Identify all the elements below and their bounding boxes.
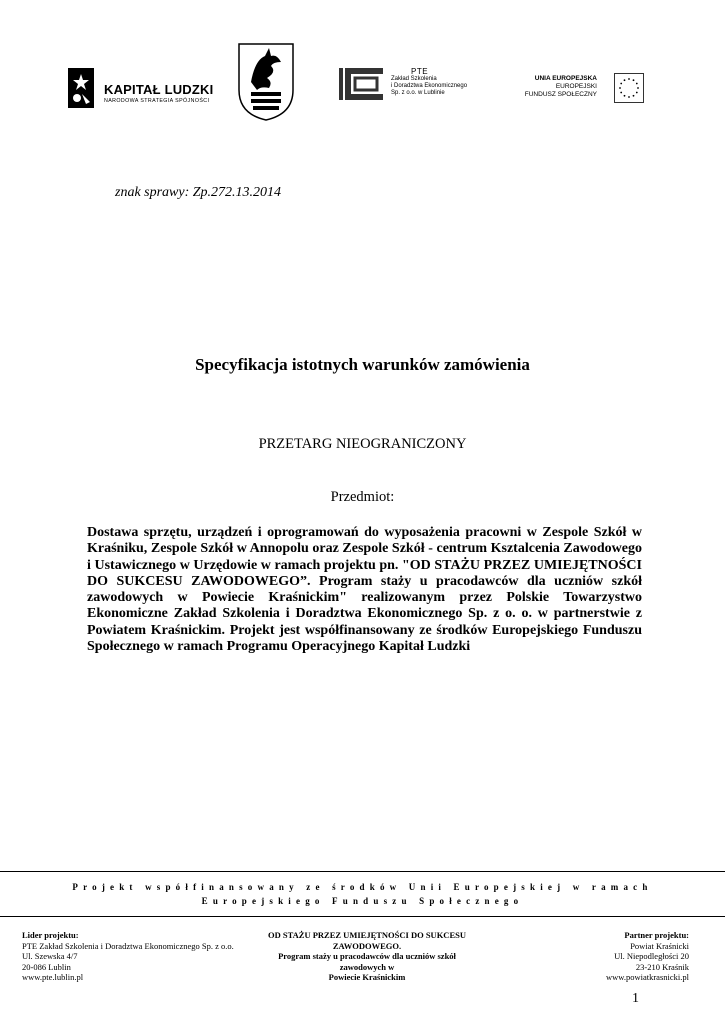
pte-name: PTE bbox=[411, 67, 429, 76]
project-name bbox=[262, 930, 472, 983]
partner-heading: Partner projektu: bbox=[624, 930, 689, 940]
project-leader bbox=[22, 930, 262, 983]
leader-line-2: Ul. Szewska 4/7 bbox=[22, 951, 78, 961]
project-line-1: OD STAŻU PRZEZ UMIEJĘTNOŚCI DO SUKCESU bbox=[268, 930, 466, 940]
subject-text: Dostawa sprzętu, urządzeń i oprogramowań do wyposażenia pracowni w Zespole Szkół w Kraśniku, Zespole Szkół w Annopolu oraz Zespole Szkół - centrum Ksztalcenia Zawodowego i Ustawicznego w Urzędowie w ramach projektu pn. "OD STAŻU PRZEZ UMIEJĘTNOŚCI DO SUKCESU ZAWODOWEGO”. Program staży u pracodawców dla uczniów szkół zawodowych w Powiecie Kraśnickim" realizowanym przez Polskie Towarzystwo Ekonomiczne Zakład Szkolenia i Doradztwa Ekonomicznego Sp. z o. o. w partnerstwie z Powiatem Kraśnickim. Projekt jest współfinansowany ze środków Europejskiego Funduszu Społecznego w ramach Programu Operacyjnego Kapitał Ludzki bbox=[87, 525, 642, 655]
kapital-ludzki-logo bbox=[68, 68, 218, 112]
leader-website: www.pte.lublin.pl bbox=[22, 972, 84, 982]
cofinancing-line-1: Projekt współfinansowany ze środków Unii Europejskiej w ramach bbox=[72, 882, 653, 892]
project-line-3: Program staży u pracodawców dla uczniów szkół zawodowych w bbox=[278, 951, 456, 972]
partner-line-2: Ul. Niepodległości 20 bbox=[614, 951, 689, 961]
eu-logo bbox=[520, 72, 645, 104]
kapital-ludzki-subtitle: NARODOWA STRATEGIA SPÓJNOŚCI bbox=[104, 98, 210, 104]
eu-line-1: UNIA EUROPEJSKA bbox=[534, 75, 597, 82]
project-line-4: Powiecie Kraśnickim bbox=[328, 972, 406, 982]
footer-rule-top bbox=[0, 871, 725, 872]
kapital-ludzki-title: KAPITAŁ LUDZKI bbox=[104, 82, 214, 97]
pte-line-3: Sp. z o.o. w Lublinie bbox=[391, 90, 445, 96]
leader-line-1: PTE Zakład Szkolenia i Doradztwa Ekonomicznego Sp. z o.o. bbox=[22, 940, 234, 951]
project-partner bbox=[520, 930, 689, 983]
document-title: Specyfikacja istotnych warunków zamówienia bbox=[195, 355, 530, 374]
case-reference: znak sprawy: Zp.272.13.2014 bbox=[115, 185, 282, 200]
eu-line-3: FUNDUSZ SPOŁECZNY bbox=[524, 91, 597, 98]
partner-website: www.powiatkrasnicki.pl bbox=[605, 972, 689, 982]
subject-label: Przedmiot: bbox=[330, 489, 395, 505]
coat-of-arms-icon bbox=[237, 42, 295, 122]
leader-line-3: 20-086 Lublin bbox=[22, 961, 71, 972]
project-line-2: ZAWODOWEGO. bbox=[332, 940, 402, 951]
pte-logo bbox=[337, 64, 479, 106]
eu-flag-icon bbox=[614, 73, 644, 103]
partner-line-3: 23-210 Kraśnik bbox=[635, 961, 689, 972]
footer-rule-bottom bbox=[0, 916, 725, 917]
kapital-ludzki-star-icon bbox=[68, 68, 94, 108]
cofinancing-note bbox=[0, 880, 725, 908]
partner-line-1: Powiat Kraśnicki bbox=[630, 940, 689, 951]
page-number: 1 bbox=[632, 991, 639, 1006]
leader-heading: Lider projektu: bbox=[22, 930, 79, 940]
pte-mark-icon bbox=[337, 64, 387, 104]
pte-line-2: i Doradztwa Ekonomicznego bbox=[391, 83, 468, 89]
eu-line-2: EUROPEJSKI bbox=[555, 83, 597, 90]
procedure-mode: PRZETARG NIEOGRANICZONY bbox=[258, 436, 467, 452]
pte-line-1: Zakład Szkolenia bbox=[391, 76, 437, 82]
cofinancing-line-2: Europejskiego Funduszu Społecznego bbox=[201, 896, 524, 906]
